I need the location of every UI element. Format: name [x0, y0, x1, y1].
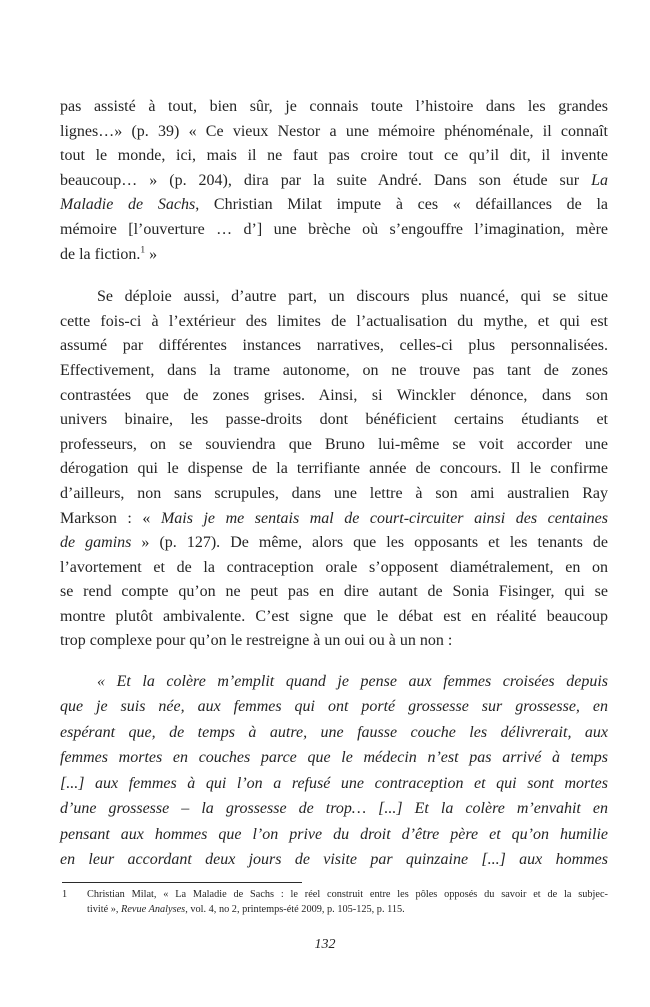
text-line: [60, 531, 608, 556]
text-line: [60, 359, 608, 384]
text-segment: Maladie de Sachs: [60, 196, 196, 214]
body-text: [60, 95, 608, 917]
text-line: [60, 384, 608, 409]
text-segment: de la fiction.: [60, 245, 141, 263]
block-quote: [60, 669, 608, 872]
text-line: [60, 433, 608, 458]
footnote-separator: [62, 882, 302, 883]
text-line: [60, 847, 608, 872]
text-segment: de gamins: [60, 534, 132, 552]
text-segment: assumé par différentes instances narratives, celles-ci plus personnalisées.: [60, 337, 608, 355]
text-segment: l’avortement et de la contraception orale s’opposent diamétralement, en on: [60, 558, 608, 576]
page-number: 132: [314, 937, 336, 952]
text-segment: Revue Analyses: [121, 904, 186, 916]
text-segment: , vol. 4, no 2, printemps-été 2009, p. 105-125, p. 115.: [185, 904, 405, 916]
footnote-reference: 1: [140, 245, 146, 256]
footnote-text: [87, 887, 608, 917]
text-line: [60, 822, 608, 847]
text-line: [60, 745, 608, 770]
text-line: [60, 605, 608, 630]
footnote-line: [87, 902, 608, 917]
footnote: [60, 887, 608, 917]
text-segment: d’une grossesse – la grossesse de trop… [...] Et la colère m’envahit en: [60, 800, 608, 818]
text-line: [60, 334, 608, 359]
text-line: [60, 796, 608, 821]
text-segment: d’ailleurs, non sans scrupules, dans une lettre à son ami australien Ray: [60, 484, 608, 502]
text-line: [60, 580, 608, 605]
text-segment: Se déploie aussi, d’autre part, un discours plus nuancé, qui se situe: [97, 288, 608, 306]
text-segment: Mais je me sentais mal de court-circuiter ainsi des centaines: [160, 509, 609, 527]
text-segment: espérant que, de temps à autre, une fausse couche les délivrerait, aux: [60, 723, 608, 741]
text-line: [60, 457, 608, 482]
text-segment: « Et la colère m’emplit quand je pense aux femmes croisées depuis: [97, 673, 608, 691]
text-segment: trop complexe pour qu’on le restreigne à un oui ou à un non :: [60, 632, 453, 650]
text-segment: [...] aux femmes à qui l’on a refusé une contraception et qui sont mortes: [60, 774, 608, 792]
text-segment: univers binaire, les passe-droits dont bénéficient certains étudiants et: [60, 411, 608, 429]
text-line: [60, 694, 608, 719]
text-line: [60, 243, 608, 268]
footnote-line: [87, 887, 608, 902]
text-segment: professeurs, on se souviendra que Bruno lui-même se voit accorder une: [60, 435, 608, 453]
text-segment: se rend compte qu’on ne peut pas en dire autant de Sonia Fisinger, qui se: [60, 583, 608, 601]
paragraph-1: [60, 95, 608, 267]
text-line: [60, 310, 608, 335]
text-line: [60, 169, 608, 194]
text-segment: »: [145, 245, 158, 263]
text-segment: contrastées que de zones grises. Ainsi, si Winckler dénonce, dans son: [60, 386, 608, 404]
text-line: [60, 408, 608, 433]
text-segment: pensant aux hommes que l’on prive du droit d’être père et qu’on humilie: [60, 825, 608, 843]
text-segment: cette fois-ci à l’extérieur des limites de l’actualisation du mythe, et qui est: [60, 312, 608, 330]
text-segment: Effectivement, dans la trame autonome, on ne trouve pas tant de zones: [60, 361, 608, 379]
text-line: [60, 218, 608, 243]
text-segment: montre plutôt ambivalente. C’est signe que le débat est en réalité beaucoup: [60, 607, 608, 625]
text-segment: dérogation qui le dispense de la terrifiante année de concours. Il le confirme: [60, 460, 608, 478]
text-line: [60, 144, 608, 169]
text-line: [60, 285, 608, 310]
text-line: [60, 669, 608, 694]
text-segment: en leur accordant deux jours de visite par quinzaine [...] aux hommes: [60, 850, 608, 868]
footnote-marker: 1: [62, 889, 68, 901]
text-line: [60, 629, 608, 654]
text-segment: que je suis née, aux femmes qui ont porté grossesse sur grossesse, en: [60, 698, 608, 716]
text-line: [60, 120, 608, 145]
text-segment: , Christian Milat impute à ces « défaillances de la: [195, 196, 608, 214]
paragraph-2: [60, 285, 608, 654]
text-segment: femmes mortes en couches parce que le médecin n’est pas arrivé à temps: [60, 749, 608, 767]
text-segment: mémoire [l’ouverture … d’] une brèche où s’engouffre l’imagination, mère: [60, 220, 608, 238]
text-segment: pas assisté à tout, bien sûr, je connais toute l’histoire dans les grandes: [60, 98, 608, 115]
text-segment: tivité »,: [87, 904, 122, 916]
text-segment: Markson : «: [60, 509, 161, 527]
text-line: [60, 507, 608, 532]
text-line: [60, 95, 608, 120]
text-segment: lignes…» (p. 39) « Ce vieux Nestor a une mémoire phénoménale, il connaît: [60, 122, 608, 140]
text-line: [60, 193, 608, 218]
text-segment: Christian Milat, « La Maladie de Sachs : le réel construit entre les pôles opposés du savoir et de la subjec-: [87, 889, 608, 901]
text-segment: tout le monde, ici, mais il ne faut pas croire tout ce qu’il dit, il invente: [60, 147, 608, 165]
text-segment: beaucoup… » (p. 204), dira par la suite André. Dans son étude sur: [60, 171, 592, 189]
text-line: [60, 482, 608, 507]
text-segment: La: [591, 171, 608, 189]
text-segment: » (p. 127). De même, alors que les opposants et les tenants de: [131, 534, 609, 552]
text-line: [60, 771, 608, 796]
text-line: [60, 556, 608, 581]
text-line: [60, 720, 608, 745]
